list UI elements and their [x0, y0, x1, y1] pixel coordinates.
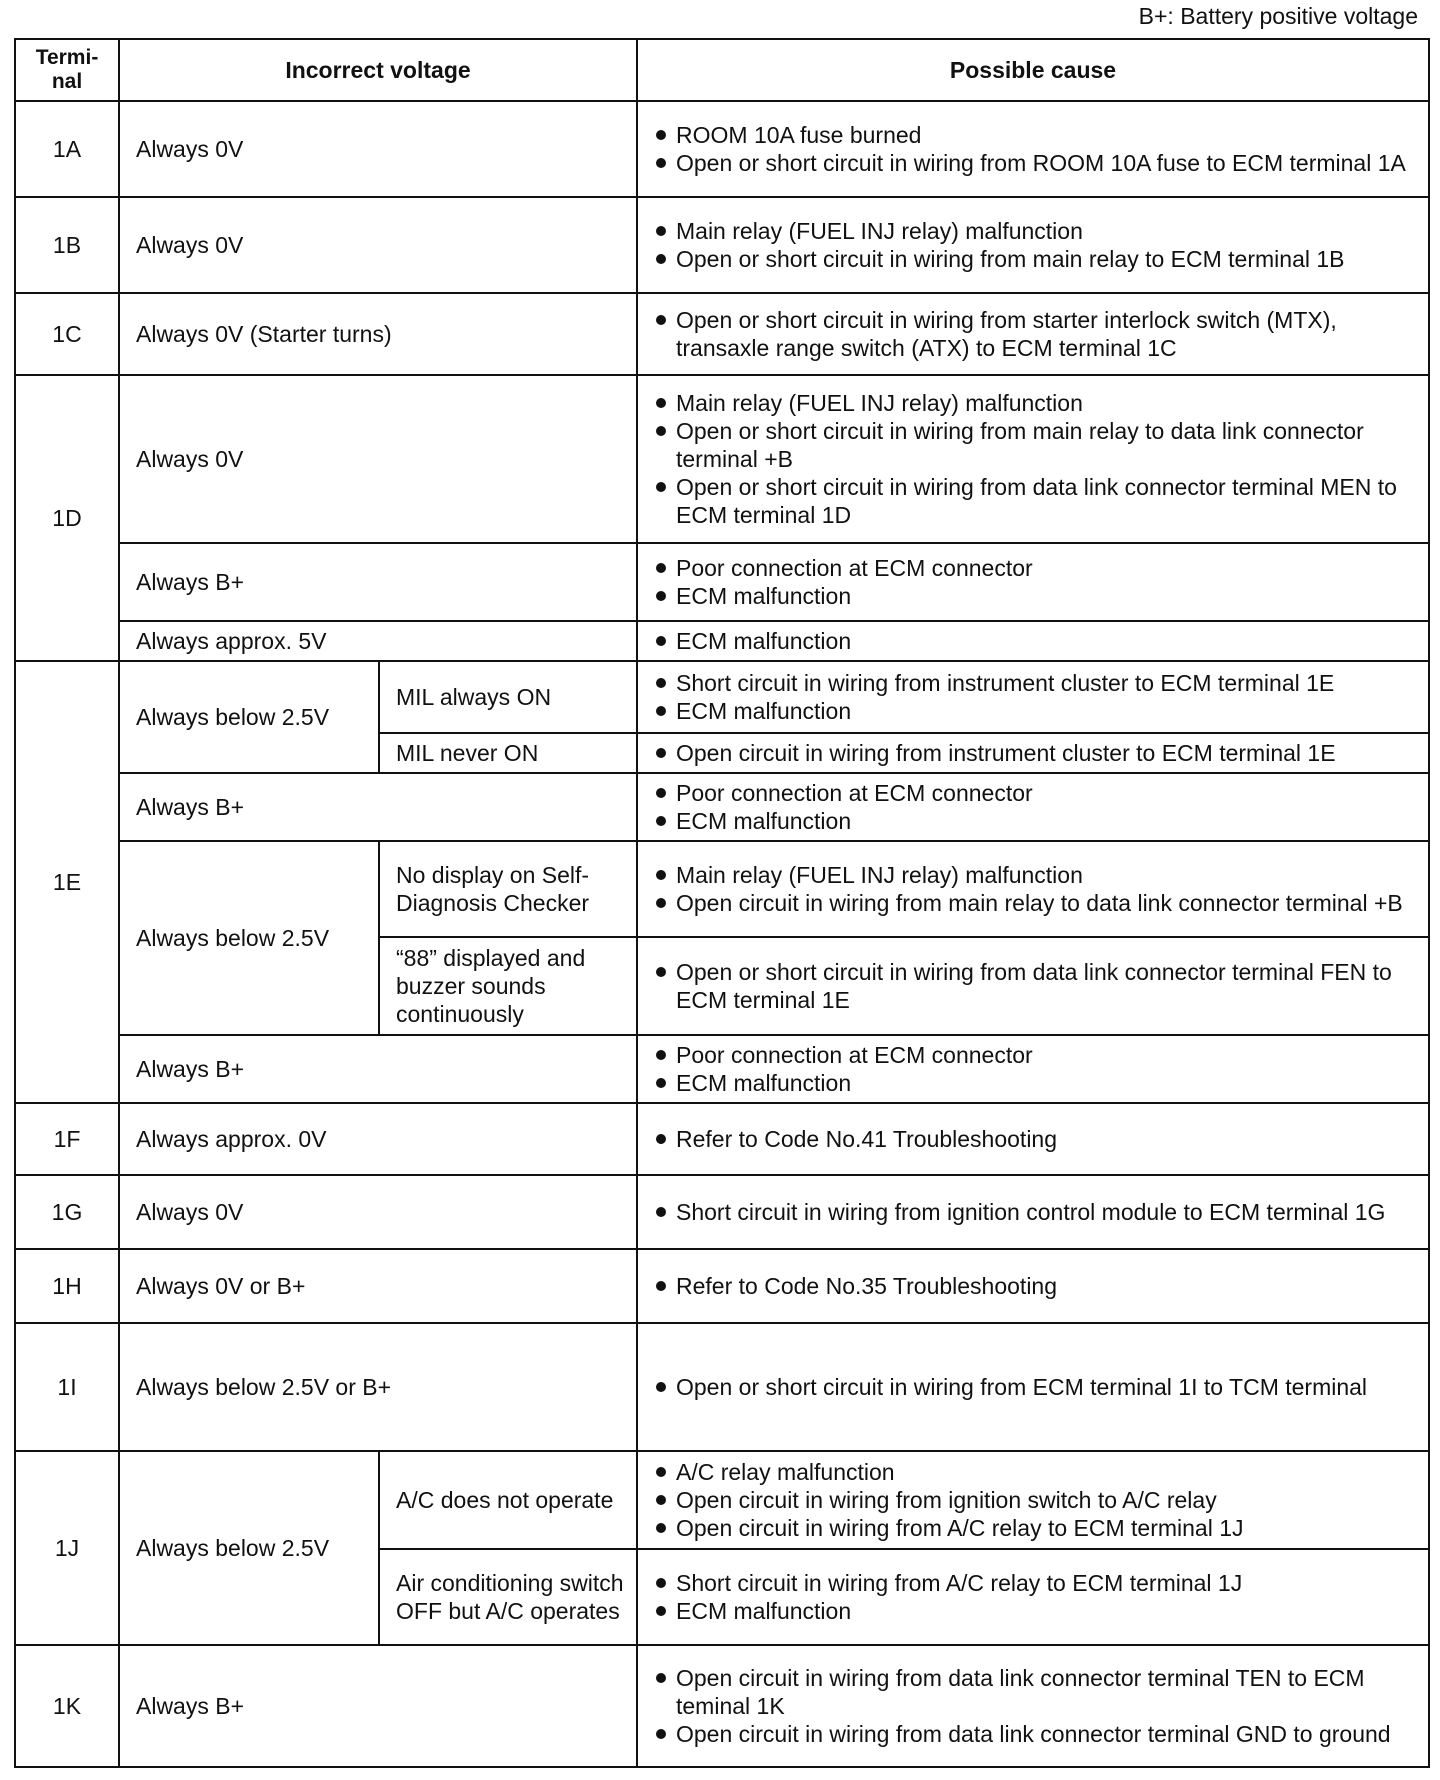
table-row — [15, 1175, 1429, 1249]
voltage-cell: Always approx. 5V — [119, 621, 637, 661]
voltage-cell: Always below 2.5V or B+ — [119, 1323, 637, 1451]
terminal-voltage-table — [14, 38, 1430, 1768]
cause-item: Open circuit in wiring from A/C relay to ECM terminal 1J — [654, 1514, 1420, 1542]
table-row — [15, 293, 1429, 375]
cause-cell — [637, 773, 1429, 841]
cause-cell — [637, 841, 1429, 937]
terminal-cell: 1I — [15, 1323, 119, 1451]
header-terminal: Termi-nal — [15, 39, 119, 101]
table-row — [15, 1451, 1429, 1549]
table-row — [15, 543, 1429, 621]
table-row — [15, 661, 1429, 733]
cause-cell — [637, 197, 1429, 293]
cause-item: ECM malfunction — [654, 627, 1420, 655]
cause-item: Short circuit in wiring from ignition control module to ECM terminal 1G — [654, 1198, 1420, 1226]
cause-cell — [637, 1035, 1429, 1103]
cause-item: Open circuit in wiring from data link connector terminal TEN to ECM teminal 1K — [654, 1664, 1420, 1720]
cause-cell — [637, 937, 1429, 1035]
voltage-cell: Always below 2.5V — [119, 841, 379, 1035]
voltage-cell: Always 0V — [119, 197, 637, 293]
condition-cell: A/C does not operate — [379, 1451, 637, 1549]
voltage-cell: Always below 2.5V — [119, 1451, 379, 1645]
terminal-cell: 1E — [15, 661, 119, 1103]
table-row — [15, 773, 1429, 841]
terminal-cell: 1G — [15, 1175, 119, 1249]
voltage-cell: Always approx. 0V — [119, 1103, 637, 1175]
cause-cell — [637, 1175, 1429, 1249]
table-row — [15, 1035, 1429, 1103]
cause-item: Main relay (FUEL INJ relay) malfunction — [654, 861, 1420, 889]
voltage-cell: Always below 2.5V — [119, 661, 379, 773]
cause-item: Open or short circuit in wiring from data link connector terminal MEN to ECM terminal 1D — [654, 473, 1420, 529]
table-row — [15, 1249, 1429, 1323]
cause-item: Main relay (FUEL INJ relay) malfunction — [654, 389, 1420, 417]
table-row — [15, 1103, 1429, 1175]
voltage-legend: B+: Battery positive voltage — [1138, 3, 1418, 29]
voltage-cell: Always B+ — [119, 773, 637, 841]
cause-cell — [637, 661, 1429, 733]
terminal-cell: 1C — [15, 293, 119, 375]
condition-cell: MIL always ON — [379, 661, 637, 733]
cause-item: Main relay (FUEL INJ relay) malfunction — [654, 217, 1420, 245]
cause-item: Open circuit in wiring from ignition switch to A/C relay — [654, 1486, 1420, 1514]
header-incorrect-voltage: Incorrect voltage — [119, 39, 637, 101]
condition-cell: “88” displayed and buzzer sounds continuously — [379, 937, 637, 1035]
table-row — [15, 621, 1429, 661]
header-possible-cause: Possible cause — [637, 39, 1429, 101]
voltage-cell: Always 0V — [119, 1175, 637, 1249]
cause-item: Poor connection at ECM connector — [654, 554, 1420, 582]
cause-item: Open or short circuit in wiring from data link connector terminal FEN to ECM terminal 1E — [654, 958, 1420, 1014]
terminal-cell: 1A — [15, 101, 119, 197]
cause-item: Poor connection at ECM connector — [654, 779, 1420, 807]
cause-item: Open circuit in wiring from instrument cluster to ECM terminal 1E — [654, 739, 1420, 767]
condition-cell: MIL never ON — [379, 733, 637, 773]
table-row — [15, 841, 1429, 937]
cause-item: ECM malfunction — [654, 807, 1420, 835]
table-row — [15, 197, 1429, 293]
cause-item: Refer to Code No.41 Troubleshooting — [654, 1125, 1420, 1153]
cause-cell — [637, 621, 1429, 661]
terminal-cell: 1B — [15, 197, 119, 293]
header-row — [15, 39, 1429, 101]
voltage-cell: Always B+ — [119, 1645, 637, 1767]
terminal-cell: 1H — [15, 1249, 119, 1323]
table-row — [15, 1323, 1429, 1451]
cause-item: Open or short circuit in wiring from main relay to data link connector terminal +B — [654, 417, 1420, 473]
terminal-cell: 1F — [15, 1103, 119, 1175]
cause-cell — [637, 1249, 1429, 1323]
cause-cell — [637, 1549, 1429, 1645]
cause-item: ROOM 10A fuse burned — [654, 121, 1420, 149]
cause-item: Short circuit in wiring from A/C relay to ECM terminal 1J — [654, 1569, 1420, 1597]
cause-item: A/C relay malfunction — [654, 1458, 1420, 1486]
cause-item: Open or short circuit in wiring from ECM terminal 1I to TCM terminal — [654, 1373, 1420, 1401]
table-row — [15, 1645, 1429, 1767]
cause-item: Poor connection at ECM connector — [654, 1041, 1420, 1069]
cause-cell — [637, 733, 1429, 773]
cause-item: Open circuit in wiring from main relay to data link connector terminal +B — [654, 889, 1420, 917]
voltage-cell: Always 0V — [119, 101, 637, 197]
cause-item: Short circuit in wiring from instrument cluster to ECM terminal 1E — [654, 669, 1420, 697]
cause-item: Refer to Code No.35 Troubleshooting — [654, 1272, 1420, 1300]
voltage-cell: Always 0V — [119, 375, 637, 543]
condition-cell: Air conditioning switch OFF but A/C operates — [379, 1549, 637, 1645]
condition-cell: No display on Self-Diagnosis Checker — [379, 841, 637, 937]
voltage-cell: Always 0V (Starter turns) — [119, 293, 637, 375]
terminal-cell: 1J — [15, 1451, 119, 1645]
voltage-cell: Always B+ — [119, 543, 637, 621]
terminal-cell: 1D — [15, 375, 119, 661]
cause-item: Open or short circuit in wiring from ROOM 10A fuse to ECM terminal 1A — [654, 149, 1420, 177]
cause-cell — [637, 1451, 1429, 1549]
cause-cell — [637, 1103, 1429, 1175]
cause-item: ECM malfunction — [654, 1597, 1420, 1625]
cause-cell — [637, 375, 1429, 543]
cause-item: Open or short circuit in wiring from main relay to ECM terminal 1B — [654, 245, 1420, 273]
cause-cell — [637, 1323, 1429, 1451]
cause-cell — [637, 543, 1429, 621]
table-row — [15, 101, 1429, 197]
cause-cell — [637, 101, 1429, 197]
voltage-cell: Always B+ — [119, 1035, 637, 1103]
table-row — [15, 375, 1429, 543]
terminal-cell: 1K — [15, 1645, 119, 1767]
cause-item: ECM malfunction — [654, 1069, 1420, 1097]
cause-item: ECM malfunction — [654, 697, 1420, 725]
cause-cell — [637, 293, 1429, 375]
cause-cell — [637, 1645, 1429, 1767]
cause-item: ECM malfunction — [654, 582, 1420, 610]
voltage-cell: Always 0V or B+ — [119, 1249, 637, 1323]
cause-item: Open circuit in wiring from data link connector terminal GND to ground — [654, 1720, 1420, 1748]
cause-item: Open or short circuit in wiring from starter interlock switch (MTX), transaxle range switch (ATX) to ECM terminal 1C — [654, 306, 1420, 362]
